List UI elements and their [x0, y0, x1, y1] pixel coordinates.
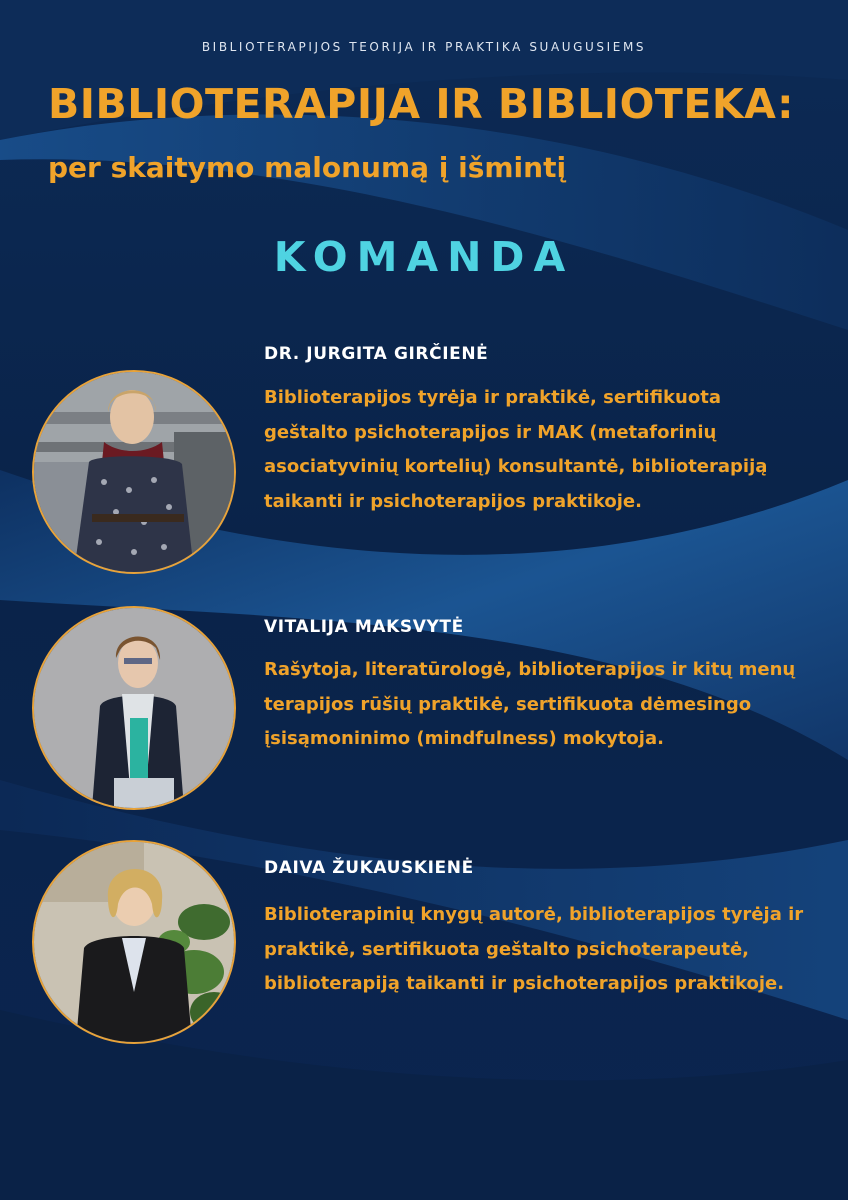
member-description: Biblioterapinių knygų autorė, biblioterapijos tyrėja ir praktikė, sertifikuota geštalto psichoterapeutė, biblioterapiją taikanti ir psichoterapijos praktikoje.	[264, 904, 804, 994]
member-photo	[32, 606, 236, 810]
poster-kicker: BIBLIOTERAPIJOS TEORIJA IR PRAKTIKA SUAUGUSIEMS	[201, 40, 647, 54]
member-name: VITALIJA MAKSVYTĖ	[264, 617, 464, 637]
member-photo	[32, 840, 236, 1044]
member-name: DAIVA ŽUKAUSKIENĖ	[264, 858, 474, 878]
member-name: DR. JURGITA GIRČIENĖ	[264, 344, 489, 364]
section-heading: KOMANDA	[273, 233, 575, 281]
member-photo	[32, 370, 236, 574]
poster-title: BIBLIOTERAPIJA IR BIBLIOTEKA:	[48, 80, 795, 128]
member-description: Rašytoja, literatūrologė, biblioterapijos ir kitų menų terapijos rūšių praktikė, sertifikuota dėmesingo įsisąmoninimo (mindfulness) mokytoja.	[264, 659, 796, 749]
poster-subtitle: per skaitymo malonumą į išmintį	[48, 151, 567, 184]
member-description: Biblioterapijos tyrėja ir praktikė, sertifikuota geštalto psichoterapijos ir MAK (metaforinių asociatyvinių kortelių) konsultantė, biblioterapiją taikanti ir psichoterapijos praktikoje.	[264, 387, 768, 512]
